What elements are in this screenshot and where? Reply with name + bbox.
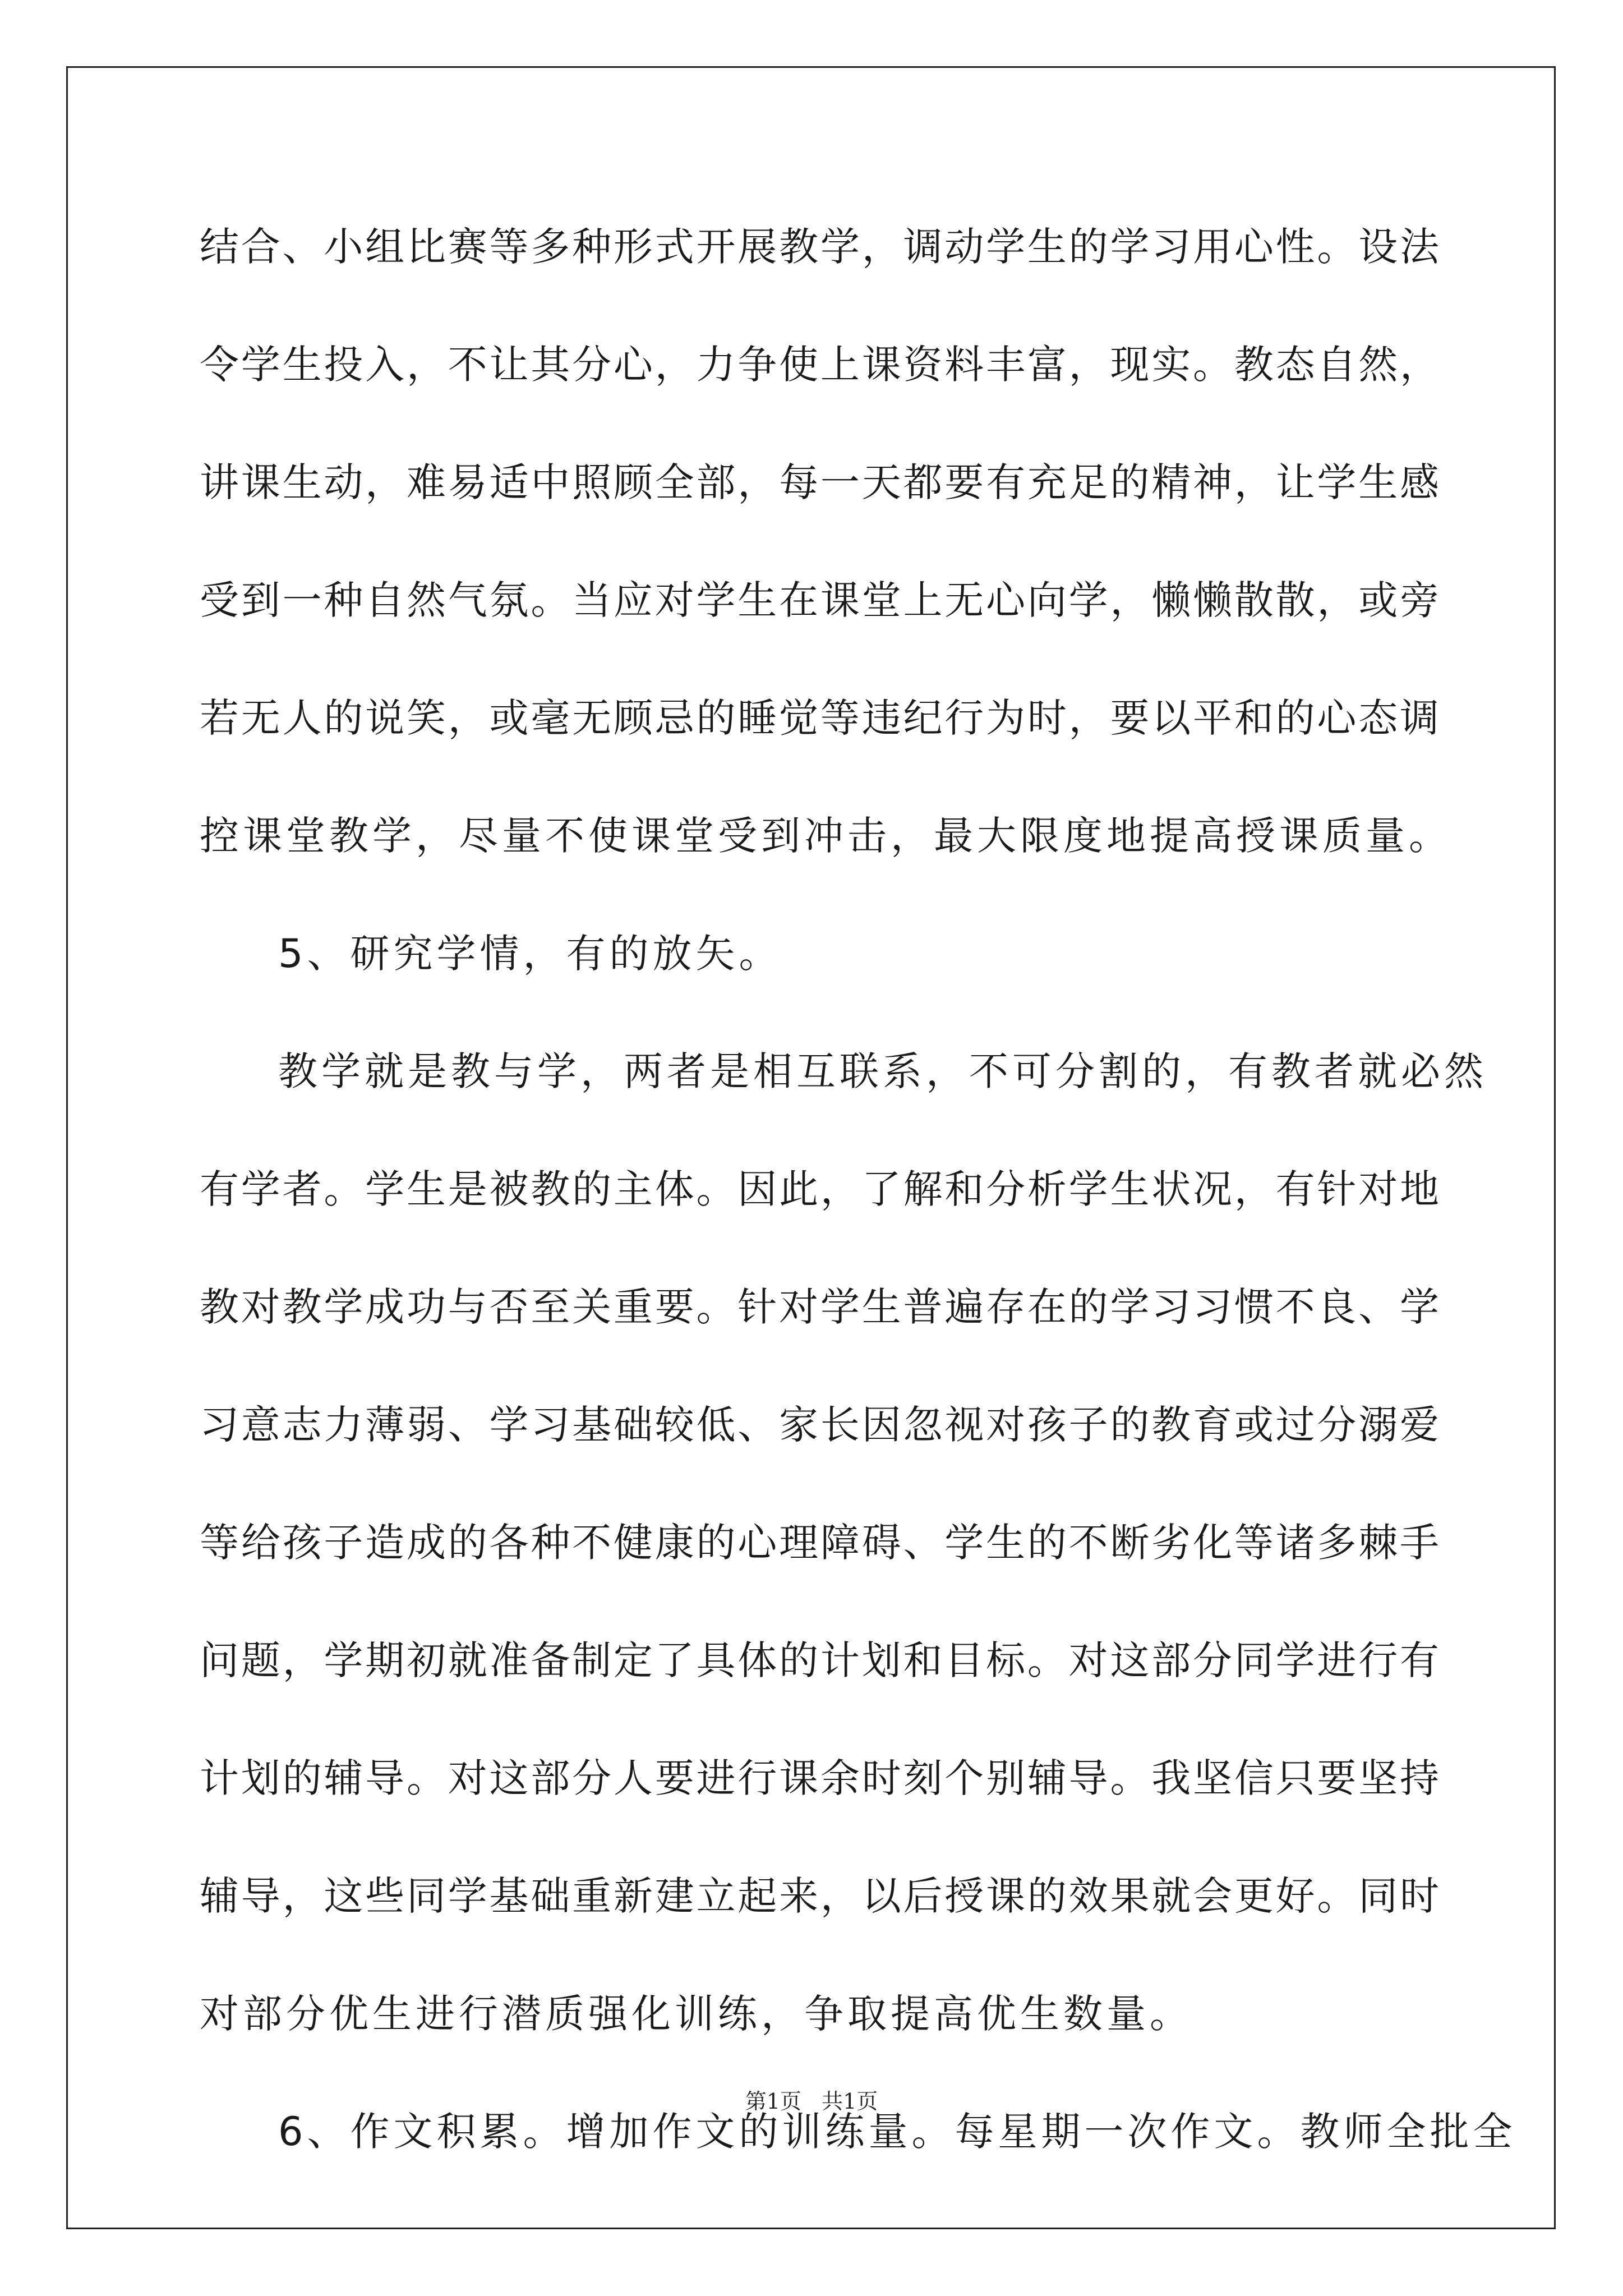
text-line: 等给孩子造成的各种不健康的心理障碍、学生的不断劣化等诸多棘手: [200, 1520, 1439, 1566]
text-line: 习意志力薄弱、学习基础较低、家长因忽视对孩子的教育或过分溺爱: [200, 1402, 1439, 1448]
text-line: 控课堂教学，尽量不使课堂受到冲击，最大限度地提高授课质量。: [200, 813, 1452, 859]
text-line: 教对教学成功与否至关重要。针对学生普遍存在的学习习惯不良、学: [200, 1284, 1439, 1330]
text-line: 受到一种自然气氛。当应对学生在课堂上无心向学，懒懒散散，或旁: [200, 577, 1439, 623]
page-number: 第1页: [745, 2089, 801, 2114]
text-line: 问题，学期初就准备制定了具体的计划和目标。对这部分同学进行有: [200, 1637, 1439, 1683]
text-line: 教学就是教与学，两者是相互联系，不可分割的，有教者就必然: [278, 1048, 1487, 1094]
text-line: 结合、小组比赛等多种形式开展教学，调动学生的学习用心性。设法: [200, 224, 1439, 270]
text-line: 令学生投入，不让其分心，力争使上课资料丰富，现实。教态自然，: [200, 342, 1439, 388]
text-line: 有学者。学生是被教的主体。因此，了解和分析学生状况，有针对地: [200, 1166, 1439, 1212]
section-heading: 6、作文积累。增加作文的训练量。每星期一次作文。教师全批全: [278, 2109, 1516, 2155]
text-line: 辅导，这些同学基础重新建立起来，以后授课的效果就会更好。同时: [200, 1873, 1439, 1919]
text-line: 计划的辅导。对这部分人要进行课余时刻个别辅导。我坚信只要坚持: [200, 1755, 1439, 1801]
text-line: 若无人的说笑，或毫无顾忌的睡觉等违纪行为时，要以平和的心态调: [200, 695, 1439, 741]
page-total: 共1页: [822, 2089, 878, 2114]
section-heading: 5、研究学情，有的放矢。: [278, 931, 782, 977]
text-line: 讲课生动，难易适中照顾全部，每一天都要有充足的精神，让学生感: [200, 459, 1439, 505]
page-footer: [0, 2088, 1623, 2115]
text-line: 对部分优生进行潜质强化训练，争取提高优生数量。: [200, 1991, 1193, 2037]
